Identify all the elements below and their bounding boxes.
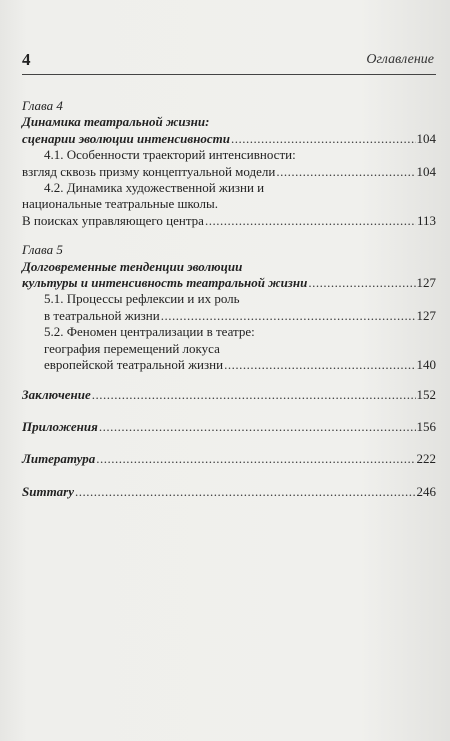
spacer xyxy=(22,468,436,484)
section-text: европейской театральной жизни xyxy=(44,357,224,373)
page-ref: 152 xyxy=(416,386,436,402)
chapter-title-line xyxy=(22,259,436,275)
dot-leader xyxy=(96,451,415,467)
dot-leader xyxy=(92,387,416,403)
chapter-title-text: сценарии эволюции интенсивности xyxy=(22,130,231,146)
chapter-label: Глава 4 xyxy=(22,98,63,113)
section-text: В поисках управляющего центра xyxy=(22,212,204,228)
dot-leader xyxy=(276,164,415,180)
dot-leader xyxy=(224,357,415,373)
toc-entry-appendices[interactable] xyxy=(22,419,436,435)
chapter-title-text: культуры и интенсивность театральной жизни xyxy=(22,275,308,291)
spacer xyxy=(22,374,436,387)
page-ref: 127 xyxy=(416,275,436,291)
chapter-title-line xyxy=(22,114,436,130)
section-line xyxy=(22,147,436,163)
header-rule xyxy=(22,74,436,75)
page-ref: 104 xyxy=(416,130,436,146)
entry-title: Summary xyxy=(22,483,75,499)
page-ref: 140 xyxy=(416,357,436,373)
dot-leader xyxy=(75,484,415,500)
section-line xyxy=(22,196,436,212)
page-ref: 222 xyxy=(416,451,436,467)
toc-entry[interactable] xyxy=(22,213,436,229)
section-text: в театральной жизни xyxy=(44,307,160,323)
toc-entry[interactable] xyxy=(22,308,436,324)
toc-entry[interactable] xyxy=(22,131,436,147)
section-line xyxy=(22,180,436,196)
page-ref: 104 xyxy=(416,163,436,179)
dot-leader xyxy=(99,419,416,435)
entry-title: Литература xyxy=(22,451,96,467)
spacer xyxy=(22,403,436,419)
toc-entry-summary[interactable] xyxy=(22,484,436,500)
chapter-title-text: Долговременные тенденции эволюции xyxy=(22,258,243,274)
dot-leader xyxy=(231,131,415,147)
spacer xyxy=(22,229,436,242)
section-text: география перемещений локуса xyxy=(44,340,220,356)
section-text: 4.2. Динамика художественной жизни и xyxy=(44,180,265,196)
page-ref: 156 xyxy=(416,418,436,434)
entry-title: Заключение xyxy=(22,386,91,402)
page-ref: 246 xyxy=(416,483,436,499)
section-line xyxy=(22,291,436,307)
section-text: национальные театральные школы. xyxy=(22,196,218,212)
chapter-label: Глава 5 xyxy=(22,242,63,258)
table-of-contents xyxy=(22,98,436,500)
page-ref: 127 xyxy=(416,307,436,323)
dot-leader xyxy=(308,275,415,291)
toc-chapter-4 xyxy=(22,98,436,229)
toc-entry-literature[interactable] xyxy=(22,451,436,467)
section-text: 4.1. Особенности траекторий интенсивности: xyxy=(44,147,296,163)
page-number: 4 xyxy=(22,50,31,69)
toc-entry[interactable] xyxy=(22,275,436,291)
section-line xyxy=(22,341,436,357)
section-text: 5.1. Процессы рефлексии и их роль xyxy=(44,291,240,307)
section-text: 5.2. Феномен централизации в театре: xyxy=(44,324,255,340)
spacer xyxy=(22,435,436,451)
page-ref: 113 xyxy=(416,212,436,228)
dot-leader xyxy=(205,213,416,229)
toc-entry[interactable] xyxy=(22,357,436,373)
page-header xyxy=(22,50,434,72)
section-text: взгляд сквозь призму концептуальной модели xyxy=(22,163,276,179)
toc-entry-conclusion[interactable] xyxy=(22,387,436,403)
dot-leader xyxy=(161,308,416,324)
section-line xyxy=(22,324,436,340)
chapter-title-text: Динамика театральной жизни: xyxy=(22,114,210,130)
running-title: Оглавление xyxy=(366,52,434,67)
toc-chapter-5 xyxy=(22,242,436,373)
entry-title: Приложения xyxy=(22,418,98,434)
toc-entry[interactable] xyxy=(22,164,436,180)
